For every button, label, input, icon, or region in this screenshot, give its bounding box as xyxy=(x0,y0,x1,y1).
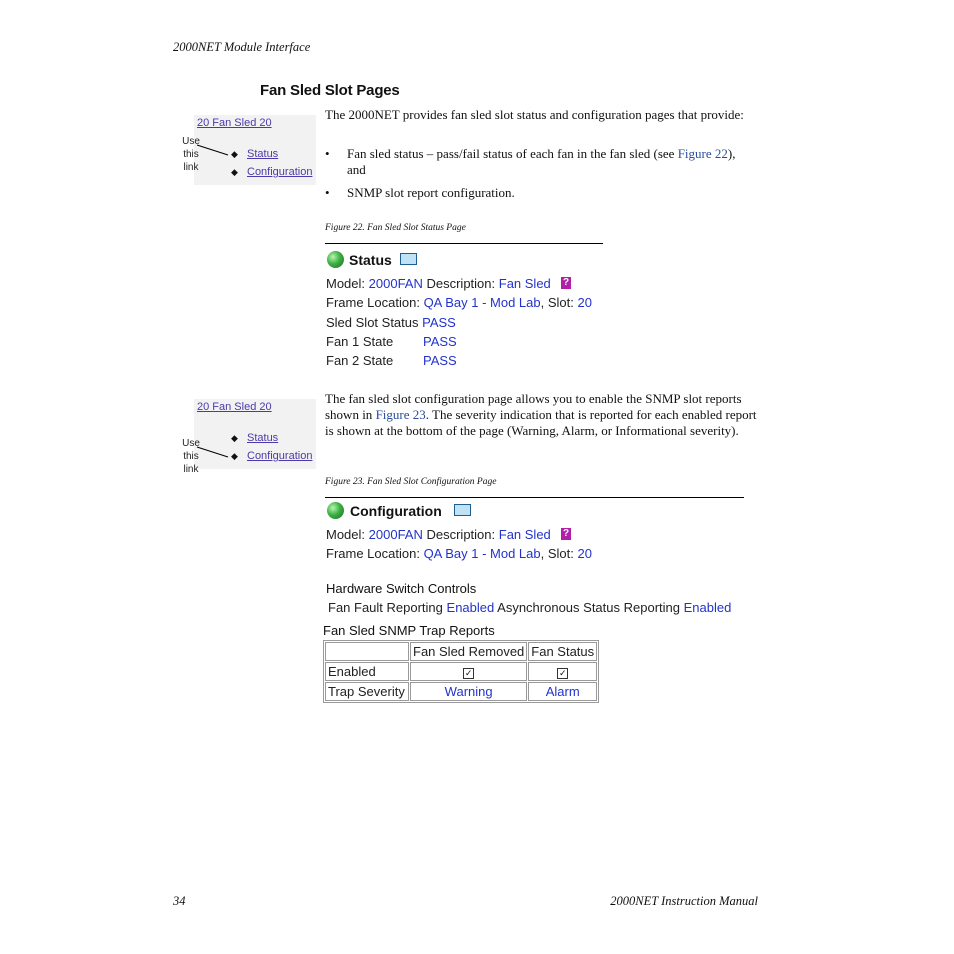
table-row-enabled xyxy=(325,662,597,681)
description-label: Description: xyxy=(426,276,496,291)
fig23-model-row xyxy=(326,527,551,542)
fig22-frame-row xyxy=(326,295,592,310)
bullet1-text-end: ), and xyxy=(347,146,736,177)
bullet-fan-sled-status xyxy=(325,146,745,178)
slot-label: , Slot: xyxy=(540,546,574,561)
configuration-heading: Configuration xyxy=(350,503,442,519)
table-header-fan-status: Fan Status xyxy=(528,642,597,661)
panel2-title-link[interactable]: 20 Fan Sled 20 xyxy=(197,401,272,413)
config-paragraph-text: The fan sled slot configuration page allows you to enable the SNMP slot reports shown in xyxy=(325,391,742,422)
panel1-bullet-status: ◆ xyxy=(231,149,238,159)
slot-value: 20 xyxy=(577,546,592,561)
panel1-configuration-link[interactable]: Configuration xyxy=(247,166,313,178)
table-header-row xyxy=(325,642,597,661)
sled-slot-status-row xyxy=(326,315,456,330)
intro-paragraph: The 2000NET provides fan sled slot status and configuration pages that provide: xyxy=(325,107,744,122)
model-value: 2000FAN xyxy=(368,276,423,291)
hardware-switch-row xyxy=(328,600,731,615)
description-value: Fan Sled xyxy=(498,527,551,542)
bullet2-text: SNMP slot report configuration. xyxy=(347,185,515,200)
use-this-link-label-1: Use this link xyxy=(182,136,200,173)
fig23-frame-row xyxy=(326,546,592,561)
config-paragraph-text-end: . The severity indication that is reported for each enabled report is shown at the bottom of the page (Warning, Alarm, or Informational severity). xyxy=(325,407,757,438)
panel1-bullet-config: ◆ xyxy=(231,167,238,177)
panel2-configuration-link[interactable]: Configuration xyxy=(247,450,313,462)
slot-label: , Slot: xyxy=(540,295,574,310)
bullet-snmp-config xyxy=(325,185,745,201)
panel2-status-link[interactable]: Status xyxy=(247,432,279,444)
enabled-label: Enabled xyxy=(325,662,409,681)
page-number: 34 xyxy=(173,894,186,908)
description-label: Description: xyxy=(426,527,496,542)
frame-location-value: QA Bay 1 - Mod Lab xyxy=(423,295,541,310)
async-status-reporting-value[interactable]: Enabled xyxy=(683,600,732,615)
table-header-fan-sled-removed: Fan Sled Removed xyxy=(410,642,527,661)
help-icon[interactable]: ? xyxy=(562,277,570,288)
panel1-title-link[interactable]: 20 Fan Sled 20 xyxy=(197,117,272,129)
trap-reports-title: Fan Sled SNMP Trap Reports xyxy=(323,623,495,638)
model-value: 2000FAN xyxy=(368,527,423,542)
status-ball-icon xyxy=(327,502,344,519)
hardware-switch-controls-title: Hardware Switch Controls xyxy=(326,581,477,596)
fan-status-severity-link[interactable]: Alarm xyxy=(528,682,597,701)
fan-status-enabled-cell xyxy=(528,662,597,681)
fan1-state-value: PASS xyxy=(423,334,457,349)
model-label: Model: xyxy=(326,527,366,542)
callout-line-2 xyxy=(196,445,230,459)
manual-title: 2000NET Instruction Manual xyxy=(610,894,758,908)
fan-status-checkbox[interactable]: ✓ xyxy=(558,668,567,678)
fan-sled-removed-checkbox[interactable]: ✓ xyxy=(464,668,473,678)
frame-location-label: Frame Location: xyxy=(326,546,420,561)
fig22-model-row xyxy=(326,276,551,291)
fan2-state-value: PASS xyxy=(423,353,457,368)
figure-22-link[interactable]: Figure 22 xyxy=(677,146,728,161)
refresh-icon[interactable] xyxy=(400,253,417,265)
help-icon[interactable]: ? xyxy=(562,528,570,539)
figure-23-rule xyxy=(325,497,744,498)
table-header-cell-empty xyxy=(325,642,409,661)
sled-slot-status-value: PASS xyxy=(422,315,456,330)
fan-fault-reporting-label: Fan Fault Reporting xyxy=(328,600,443,615)
table-row-trap-severity xyxy=(325,682,597,701)
frame-location-value: QA Bay 1 - Mod Lab xyxy=(423,546,541,561)
panel2-bullet-config: ◆ xyxy=(231,451,238,461)
use-this-link-label-2: Use this link xyxy=(182,438,200,475)
running-header: 2000NET Module Interface xyxy=(173,40,311,54)
panel1-status-link[interactable]: Status xyxy=(247,148,279,160)
figure-23-caption: Figure 23. Fan Sled Slot Configuration Page xyxy=(325,477,497,487)
figure-22-rule xyxy=(325,243,603,244)
async-status-reporting-label: Asynchronous Status Reporting xyxy=(497,600,680,615)
trap-severity-label: Trap Severity xyxy=(325,682,409,701)
figure-23-link[interactable]: Figure 23 xyxy=(375,407,426,422)
slot-value: 20 xyxy=(577,295,592,310)
status-heading: Status xyxy=(349,252,392,268)
config-paragraph xyxy=(325,391,760,439)
bullet-dot: • xyxy=(325,146,330,161)
fan-sled-removed-severity-link[interactable]: Warning xyxy=(410,682,527,701)
figure-22-caption: Figure 22. Fan Sled Slot Status Page xyxy=(325,223,466,233)
refresh-icon[interactable] xyxy=(454,504,471,516)
section-title: Fan Sled Slot Pages xyxy=(260,82,400,99)
fan-fault-reporting-value[interactable]: Enabled xyxy=(446,600,495,615)
fan2-state-label: Fan 2 State xyxy=(326,353,394,368)
callout-line-1 xyxy=(196,143,230,157)
status-ball-icon xyxy=(327,251,344,268)
bullet1-text: Fan sled status – pass/fail status of each fan in the fan sled (see xyxy=(347,146,678,161)
fan-sled-removed-enabled-cell xyxy=(410,662,527,681)
fan1-state-label: Fan 1 State xyxy=(326,334,394,349)
model-label: Model: xyxy=(326,276,366,291)
panel2-bullet-status: ◆ xyxy=(231,433,238,443)
bullet-dot: • xyxy=(325,185,330,200)
description-value: Fan Sled xyxy=(498,276,551,291)
frame-location-label: Frame Location: xyxy=(326,295,420,310)
sled-slot-status-label: Sled Slot Status xyxy=(326,315,419,330)
trap-reports-table xyxy=(323,640,599,703)
